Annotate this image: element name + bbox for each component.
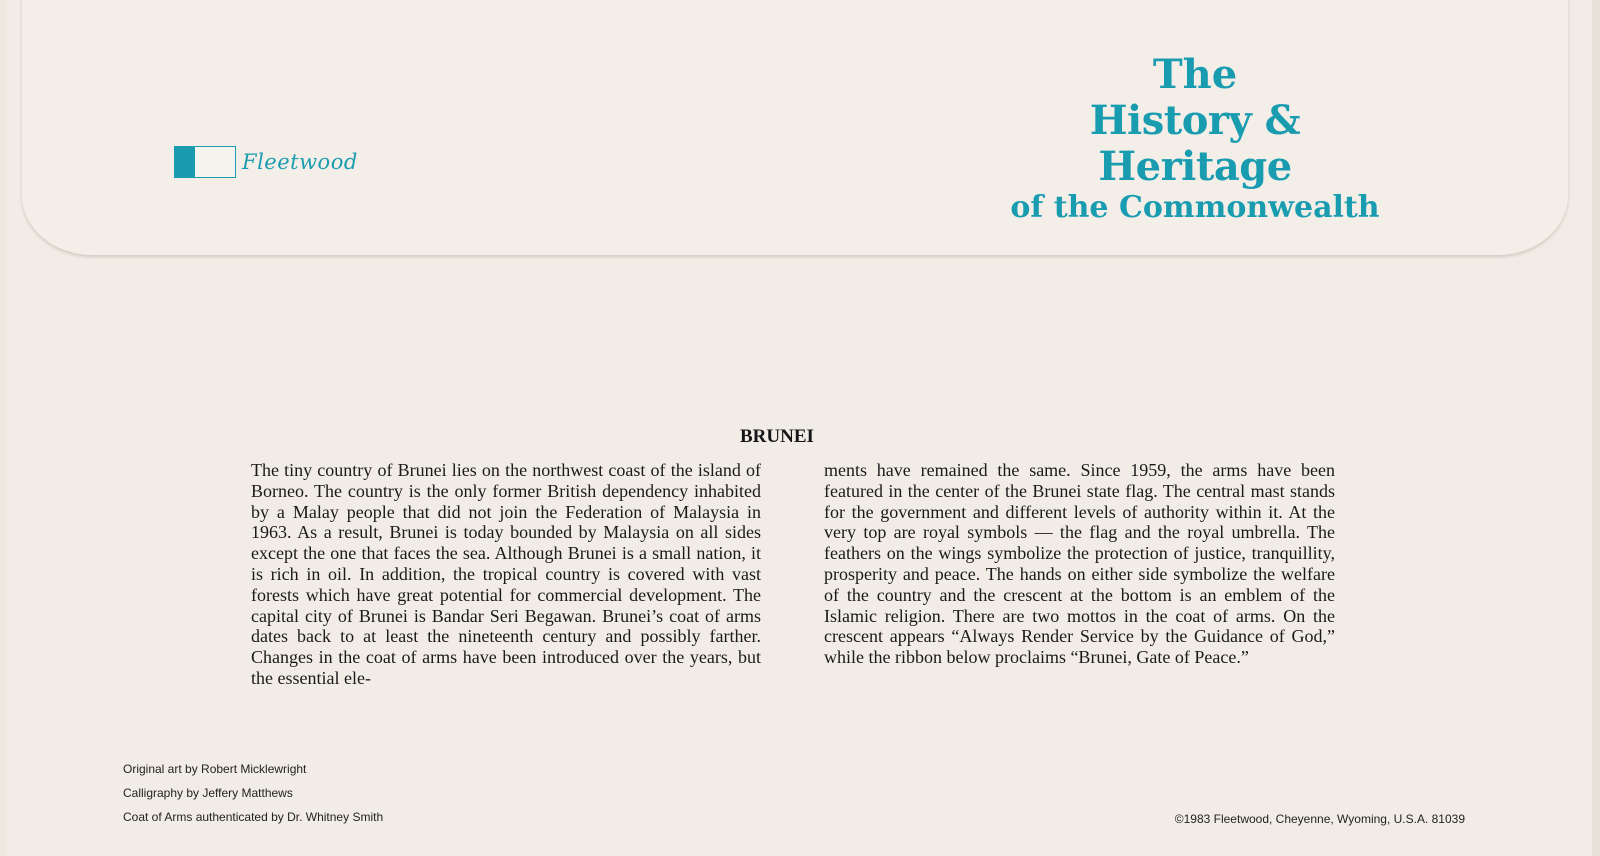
- article-column-left: [251, 460, 761, 689]
- credit-art: Original art by Robert Micklewright: [123, 762, 307, 776]
- article-column-right: [824, 460, 1335, 668]
- article-heading: BRUNEI: [740, 426, 814, 447]
- series-title-line-1: The: [1152, 51, 1238, 98]
- fleetwood-logo: [174, 146, 358, 178]
- credit-calligraphy: Calligraphy by Jeffery Matthews: [123, 786, 293, 800]
- logo-box-icon: [174, 146, 236, 178]
- series-title: [1000, 52, 1390, 226]
- series-title-line-2: History & Heritage: [1089, 97, 1301, 190]
- credits: [123, 762, 383, 834]
- series-title-line-3: of the Commonwealth: [1010, 190, 1380, 225]
- envelope-left-edge: [0, 0, 6, 856]
- article-right-text: ments have remained the same. Since 1959, the arms have been featured in the center of the Brunei state flag. The central mast stands for the government and different levels of authority within it. At the very top are royal symbols — the flag and the royal umbrella. The feathers on the wings symbolize the protection of justice, tranquillity, prosperity and peace. The hands on either side symbolize the welfare of the country and the crescent at the bottom is an emblem of the Islamic religion. There are two mottos in the coat of arms. On the crescent appears “Always Render Service by the Guidance of God,” while the ribbon below proclaims “Brunei, Gate of Peace.”: [824, 460, 1335, 668]
- article-left-text: The tiny country of Brunei lies on the northwest coast of the island of Borneo. The country is the only former British dependency inhabited by a Malay people that did not join the Federation of Malaysia in 1963. As a result, Brunei is today bounded by Malaysia on all sides except the one that faces the sea. Although Brunei is a small nation, it is rich in oil. In addition, the tropical country is covered with vast forests which have great potential for commercial development. The capital city of Brunei is Bandar Seri Begawan. Brunei’s coat of arms dates back to at least the nineteenth century and possibly farther. Changes in the coat of arms have been introduced over the years, but the essential ele-: [251, 460, 761, 688]
- copyright-notice: ©1983 Fleetwood, Cheyenne, Wyoming, U.S.A. 81039: [1174, 812, 1465, 826]
- credit-coat-of-arms: Coat of Arms authenticated by Dr. Whitney Smith: [123, 810, 384, 824]
- logo-fill: [175, 147, 195, 177]
- envelope-right-edge: [1592, 0, 1600, 856]
- logo-brand-text: Fleetwood: [242, 150, 358, 174]
